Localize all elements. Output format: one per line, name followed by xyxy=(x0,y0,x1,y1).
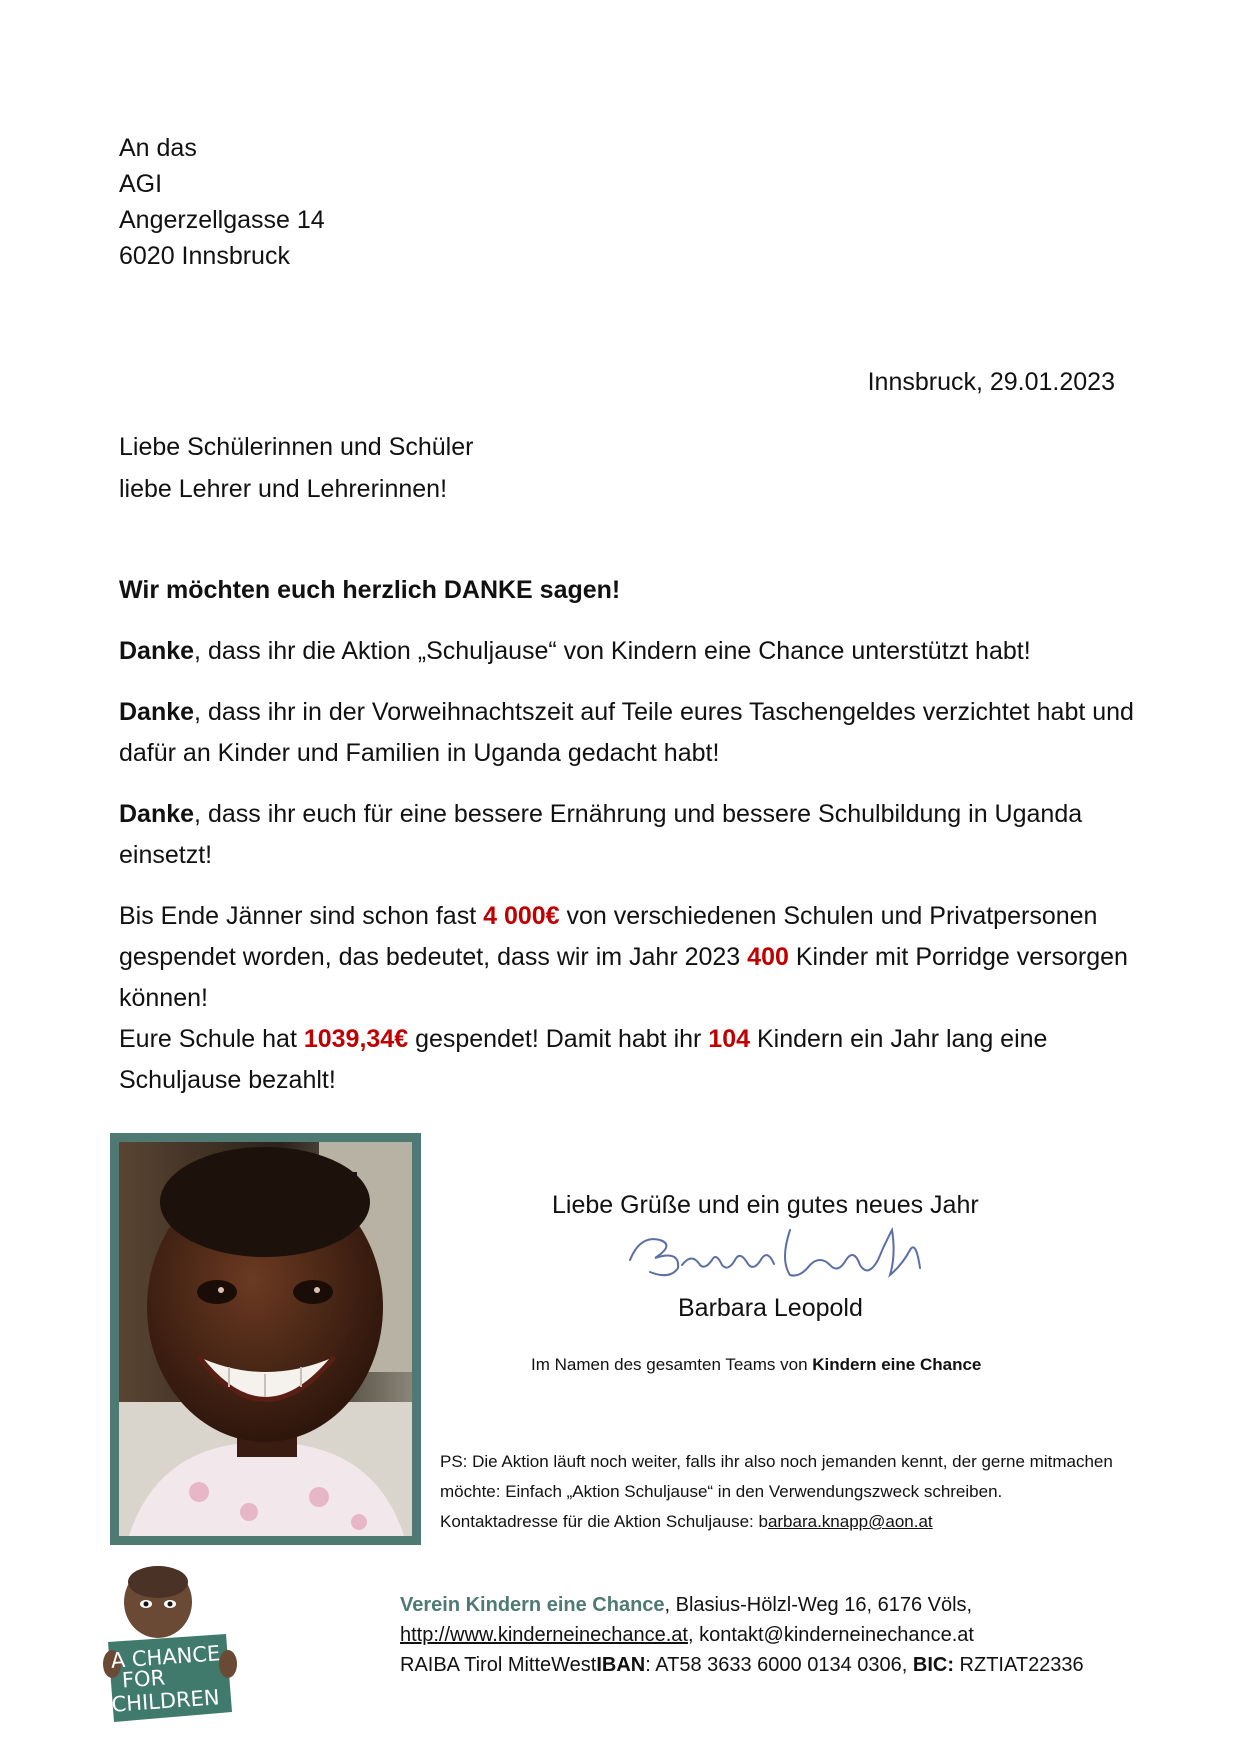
school-donation: Eure Schule hat 1039,34€ gespendet! Damit habt ihr 104 Kindern ein Jahr lang eine Schuljause bezahlt! xyxy=(119,1025,1048,1094)
a-chance-for-children-logo xyxy=(100,1564,250,1724)
recipient-street: Angerzellgasse 14 xyxy=(119,206,325,234)
footer-org: Verein Kindern eine Chance xyxy=(400,1594,665,1616)
bic-label: BIC: xyxy=(912,1654,954,1676)
letter-body xyxy=(119,570,1139,1121)
logo-text-line-3: CHILDREN xyxy=(110,1685,221,1717)
team-org: Kindern eine Chance xyxy=(812,1355,982,1374)
child-photo xyxy=(110,1133,421,1545)
team-line: Im Namen des gesamten Teams von Kindern eine Chance xyxy=(531,1355,982,1374)
total-children: 400 xyxy=(747,943,789,971)
thanks-paragraph-3: Danke, dass ihr euch für eine bessere Ernährung und bessere Schulbildung in Uganda einsetzt! xyxy=(119,800,1083,869)
recipient-address xyxy=(119,130,325,274)
signer-name: Barbara Leopold xyxy=(678,1294,863,1322)
recipient-city: 6020 Innsbruck xyxy=(119,242,290,270)
total-amount: 4 000€ xyxy=(483,902,560,930)
iban-label: IBAN xyxy=(596,1654,646,1676)
danke-word: Danke xyxy=(119,637,195,665)
danke-word: Danke xyxy=(119,698,195,726)
website-link[interactable]: http://www.kinderneinechance.at xyxy=(400,1624,688,1646)
recipient-name: AGI xyxy=(119,170,163,198)
contact-email-link[interactable]: arbara.knapp@aon.at xyxy=(767,1512,933,1531)
logo-text-line-1: A CHANCE xyxy=(110,1641,221,1673)
salutation-line-2: liebe Lehrer und Lehrerinnen! xyxy=(119,475,448,503)
footer-contact xyxy=(400,1590,1084,1680)
footer-line-1: Verein Kindern eine Chance, Blasius-Hölzl-Weg 16, 6176 Völs, xyxy=(400,1594,973,1616)
recipient-line: An das xyxy=(119,134,197,162)
school-amount: 1039,34€ xyxy=(303,1025,409,1053)
danke-word: Danke xyxy=(119,800,195,828)
closing-line: Liebe Grüße und ein gutes neues Jahr xyxy=(552,1191,979,1219)
letter-date: Innsbruck, 29.01.2023 xyxy=(867,368,1115,396)
thanks-paragraph-2: Danke, dass ihr in der Vorweihnachtszeit auf Teile eures Taschengeldes verzichtet habt und dafür an Kinder und Familien in Uganda gedacht habt! xyxy=(119,698,1134,767)
postscript: PS: Die Aktion läuft noch weiter, falls ihr also noch jemanden kennt, der gerne mitmachen möchte: Einfach „Aktion Schuljause“ in den Verwendungszweck schreiben. Kontaktadresse für die Aktion Schuljause: barbara.knapp@aon.at xyxy=(440,1452,1113,1531)
child-portrait-image xyxy=(119,1142,412,1536)
salutation-line-1: Liebe Schülerinnen und Schüler xyxy=(119,433,474,461)
donation-summary: Bis Ende Jänner sind schon fast 4 000€ von verschiedenen Schulen und Privatpersonen gespendet worden, das bedeutet, dass wir im Jahr 2023 400 Kinder mit Porridge versorgen können! xyxy=(119,902,1128,1012)
logo-text-line-2: FOR xyxy=(121,1665,166,1693)
thanks-paragraph-1: Danke, dass ihr die Aktion „Schuljause“ von Kindern eine Chance unterstützt habt! xyxy=(119,637,1031,665)
school-children: 104 xyxy=(708,1025,751,1053)
footer-line-3: RAIBA Tirol MitteWestIBAN: AT58 3633 6000 0134 0306, BIC: RZTIAT22336 xyxy=(400,1654,1084,1676)
salutation xyxy=(119,426,473,510)
footer-line-2: http://www.kinderneinechance.at, kontakt@kinderneinechance.at xyxy=(400,1624,974,1646)
handwritten-signature xyxy=(620,1220,940,1290)
headline: Wir möchten euch herzlich DANKE sagen! xyxy=(119,576,621,604)
